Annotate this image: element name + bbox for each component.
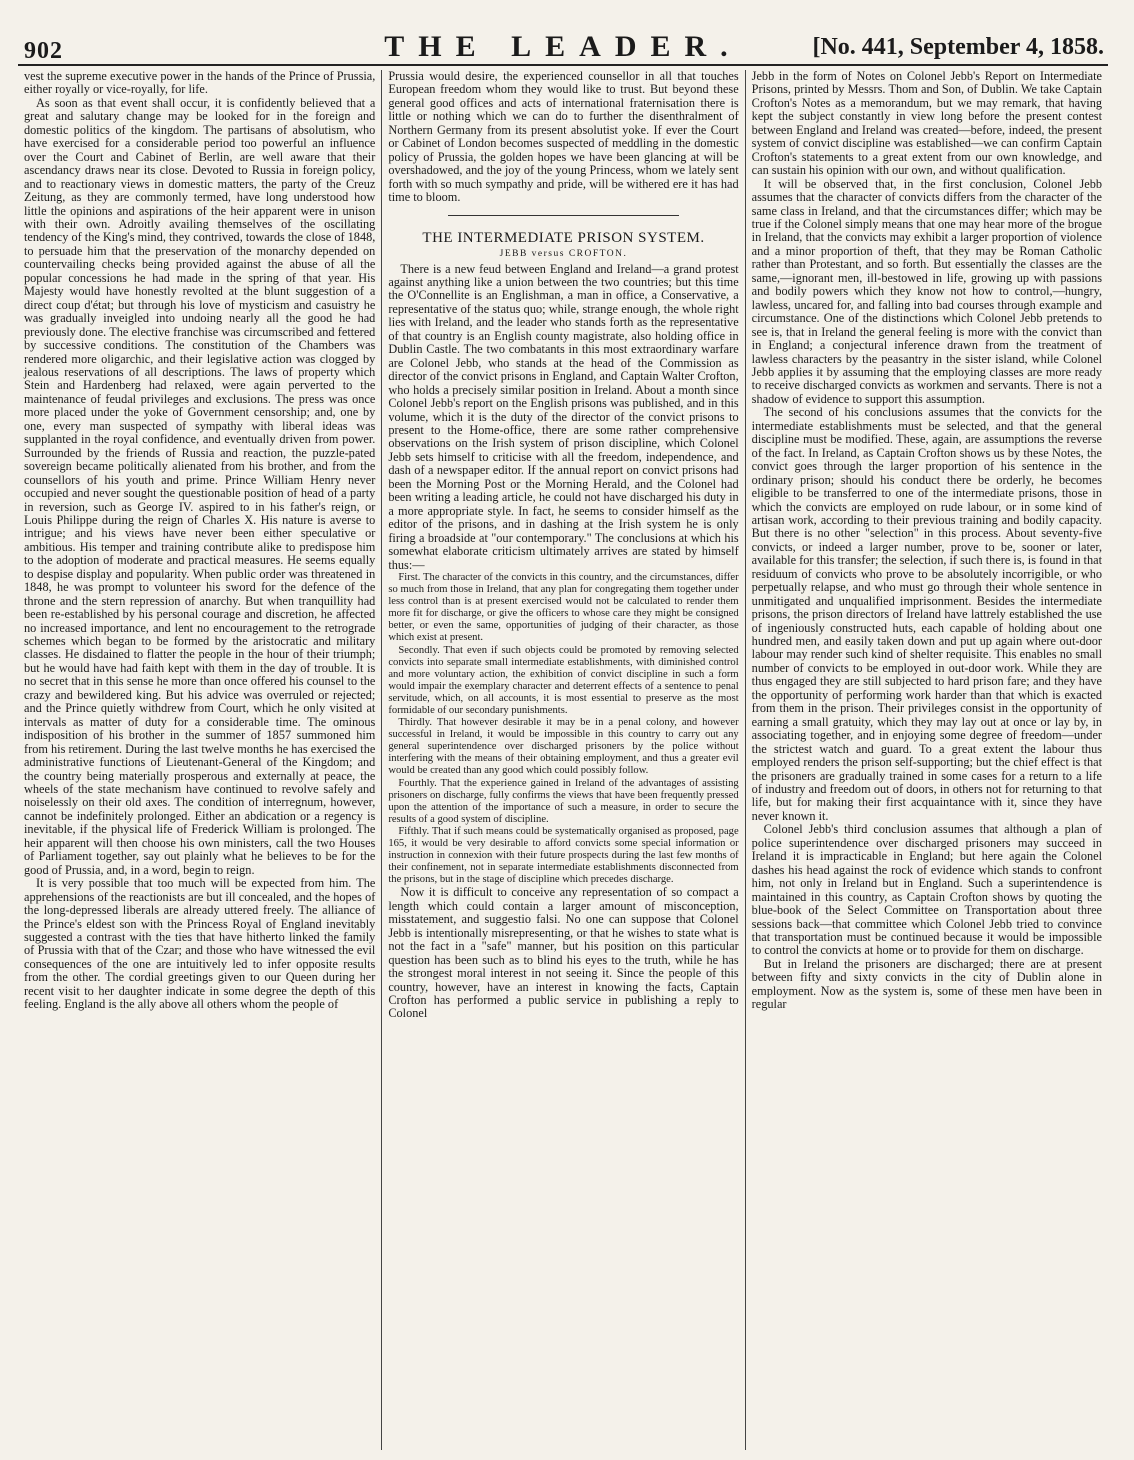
paragraph: Jebb in the form of Notes on Colonel Jebb's Report on Intermediate Prisons, printed by Messrs. Thom and Son, of Dublin. We take Captain Crofton's Notes as a memorandum, but we may remark, that having kept the subject constantly in view long before the present contest between England and Ireland was created—before, indeed, the present system of convict discipline was established—we can confirm Captain Crofton's statements to a great extent from our own knowledge, and can sustain his opinion with our own, and without qualification.	[751, 70, 1103, 178]
paragraph: Now it is difficult to conceive any representation of so compact a length which could contain a larger amount of misconception, misstatement, and suggestio falsi. No one can suppose that Colonel Jebb is intentionally misrepresenting, or that he wishes to state what is not the fact in a "safe" manner, but his position on this particular question has been such as to blind his eyes to the truth, while he has the strongest moral interest in not seeing it. Since the people of this country, however, have an interest in knowing the facts, Captain Crofton has performed a public service in publishing a reply to Colonel	[388, 885, 739, 1021]
article-columns	[18, 70, 1108, 1450]
issue-line: [No. 441, September 4, 1858.	[812, 34, 1104, 60]
paragraph: It is very possible that too much will be expected from him. The apprehensions of the reactionists are but ill concealed, and the hopes of the long-depressed liberals are already uttered freely. The alliance of the Prince's eldest son with the Princess Royal of England inevitably suggested a contrast with the ties that have hitherto linked the family of Prussia with that of the Czar; and those who have witnessed the evil consequences of the one are intuitively led to infer opposite results from the other. The cordial greetings given to our Queen during her recent visit to her daughter indicate in some degree the depth of this feeling. England is the ally above all others whom the people of	[24, 876, 376, 1012]
section-title: THE INTERMEDIATE PRISON SYSTEM.	[422, 229, 705, 246]
section-subtitle: JEBB versus CROFTON.	[499, 248, 628, 259]
quoted-paragraph: Fourthly. That the experience gained in Ireland of the advantages of assisting prisoners on discharge, fully confirms the views that have been frequently pressed upon the attention of the importance of such a measure, in order to secure the results of a good system of discipline.	[388, 777, 739, 825]
quoted-paragraph: Thirdly. That however desirable it may be in a penal colony, and however successful in Ireland, it would be impossible in this country to carry out any general superintendence over discharged prisoners by the police without interfering with the means of their obtaining employment, and thus a greater evil would be created than any good which could possibly follow.	[388, 717, 739, 777]
quoted-paragraph: Fifthly. That if such means could be systematically organised as proposed, page 165, it would be very desirable to afford convicts some special information or instruction in connexion with their future prospects during the last few months of their confinement, not in separate intermediate establishments disconnected from the prisons, but in the stage of discipline which precedes discharge.	[388, 825, 739, 886]
column-1	[18, 70, 381, 1450]
section-divider	[448, 215, 678, 216]
paragraph: But in Ireland the prisoners are discharged; there are at present between fifty and sixty convicts in the city of Dublin alone in employment. Now as the system is, some of these men have been in regular	[751, 956, 1103, 1012]
page-number: 902	[24, 38, 63, 64]
paragraph: Colonel Jebb's third conclusion assumes that although a plan of police superintendence over discharged prisoners may succeed in Ireland it is impracticable in England; but here again the Colonel dashes his head against the rock of evidence which stands to confront him, not only in Ireland but in England. Such a superintendence is maintained in this country, as Captain Crofton shows by quoting the blue-book of the Select Committee on Transportation about three sessions back—that committee which Colonel Jebb tried to convince that transportation must be continued because it would be impossible to control the convicts at home or to provide for them on discharge.	[751, 822, 1103, 958]
quoted-paragraph: Secondly. That even if such objects could be promoted by removing selected convicts into separate small intermediate establishments, with diminished control and more voluntary action, the exhibition of convict discipline in such a form would impair the exemplary character and deterrent effects of a sentence to penal servitude, which, on all accounts, it is most essential to preserve as the most formidable of our secondary punishments.	[388, 644, 739, 716]
column-3	[745, 70, 1108, 1450]
paragraph: There is a new feud between England and Ireland—a grand protest against anything like a union between the two countries; but this time the O'Connellite is an Englishman, a man in office, a Conservative, a representative of the status quo; while, strange enough, the whole right lies with Ireland, and the leader who stands forth as the representative of that country is an English county magistrate, also holding office in Dublin Castle. The two combatants in this most extraordinary warfare are Colonel Jebb, who stands at the head of the Commission as director of the convict prisons in England, and Captain Walter Crofton, who holds a precisely similar position in Ireland. About a month since Colonel Jebb's report on the English prisons was published, and in this volume, which it is the duty of the director of the convict prisons to present to the Home-office, there are some rather comprehensive observations on the Irish system of prison discipline, which Colonel Jebb sets himself to criticise with all the freedom, independence, and dash of a newspaper editor. If the annual report on convict prisons had been the Morning Post or the Morning Herald, and the Colonel had been writing a leading article, he could not have discharged his duty in a more appropriate style. In fact, he seems to consider himself as the editor of the prisons, and in dashing at the Irish system he is only firing a broadside at "our contemporary." The conclusions at which his somewhat elaborate criticism ultimately arrives are stated by himself thus:—	[388, 261, 739, 572]
column-2	[381, 70, 744, 1450]
paragraph: It will be observed that, in the first conclusion, Colonel Jebb assumes that the character of convicts differs from the character of the same class in Ireland, and that the circumstances differ; which may be true if the Colonel simply means that one may hear more of the brogue in Ireland, that the convicts may exhibit a larger proportion of violence and a minor proportion of theft, that they may be Roman Catholic rather than Protestant, and so forth. But essentially the classes are the same,—ignorant men, ill-bestowed in life, growing up with passions and bodily powers which they know not how to control,—hungry, lawless, uncared for, and falling into bad courses through example and circumstance. One of the distinctions which Colonel Jebb pretends to see is, that in Ireland the general feeling is more with the convict than in England; a conjectural inference drawn from the treatment of lawless characters by the peasantry in the sister island, while Colonel Jebb applies it by assuming that the employing classes are more ready to receive discharged convicts as workmen and servants. There is not a shadow of evidence to support this assumption.	[751, 176, 1103, 406]
paragraph: The second of his conclusions assumes that the convicts for the intermediate establishments must be selected, and that the general discipline must be modified. These, again, are assumptions the reverse of the fact. In Ireland, as Captain Crofton shows us by these Notes, the convict goes through the larger proportion of his sentence in the ordinary prison; should his conduct there be orderly, he becomes eligible to be transferred to one of the intermediate prisons, those in which the convicts are employed on rude labour, or in some kind of artisan work, according to their previous training and bodily capacity. But there is no other "selection" in this process. About seventy-five convicts, or indeed a larger number, prove to be, sooner or later, available for this transfer; the selection, if such there is, is found in that residuum of convicts who prove to be absolutely incorrigible, or who perpetually relapse, and who must go through their whole sentence in unmitigated and unqualified imprisonment. Besides the intermediate prisons, the prison directors of Ireland have lattrely established the use of ingeniously constructed huts, each capable of holding about one hundred men, and easily taken down and put up again where out-door labour may render such kind of shelter requisite. This enables no small number of convicts to be employed in out-door work. While they are thus engaged they are still subjected to hard prison fare; and they have the opportunity of performing work harder than that which is exacted from them in the prison. Their privileges consist in the opportunity of earning a small gratuity, which they may lay out at once or lay by, in associating together, and in enjoying some degree of freedom—under the strictest watch and guard. To a great extent the labour thus employed renders the prison self-supporting; but the chief effect is that the prisoners are gradually trained in some cases for a return to a life of industry and freedom out of doors, in others not for returning to that life, but for making their first acquaintance with it, since they have never known it.	[751, 405, 1103, 823]
paragraph: Prussia would desire, the experienced counsellor in all that touches European freedom whom they would like to trust. But beyond these general good offices and acts of international fraternisation there is little or nothing which we can do to further the disenthralment of Northern Germany from its present absolutist yoke. If ever the Court or Cabinet of London becomes suspected of meddling in the domestic policy of Prussia, the golden hopes we have been glancing at will be overshadowed, and the joy of the young Princess, whom we lately sent forth with so much sympathy and pride, will be withered ere it has had time to bloom.	[388, 70, 739, 205]
paragraph: vest the supreme executive power in the hands of the Prince of Prussia, either royally or vice-royally, for life.	[24, 70, 376, 97]
masthead	[18, 18, 1108, 66]
quoted-paragraph: First. The character of the convicts in this country, and the circumstances, differ so much from those in Ireland, that any plan for congregating them together under less control than is at present exercised would not be calculated to render them more fit for discharge, or give the officers to whose care they might be consigned better, or even the same, opportunities of judging of their character, as those which exist at present.	[388, 571, 739, 644]
paragraph: As soon as that event shall occur, it is confidently believed that a great and salutary change may be looked for in the foreign and domestic politics of the kingdom. The partisans of absolutism, who have exercised for a considerable period too powerful an influence over the Court and Cabinet of Berlin, are well aware that their ascendancy draws near its close. Devoted to Russia in foreign policy, and to reactionary views in domestic matters, the party of the Creuz Zeitung, as they are commonly termed, have long understood how little the opinions and aspirations of the heir apparent were in unison with their own. Adroitly availing themselves of the oscillating tendency of the King's mind, they contrived, towards the close of 1848, to persuade him that the preservation of the monarchy depended on countervailing checks being provided against the abuse of all the popular concessions he had made in the spring of that year. His Majesty would have honestly revolted at the blunt suggestion of a direct coup d'état; but through his love of mysticism and casuistry he was gradually inveigled into undoing nearly all the good he had previously done. The elective franchise was circumscribed and fettered by successive conditions. The constitution of the Chambers was rendered more oligarchic, and their legislative action was clogged by jealous reservations of all descriptions. The laws of property which Stein and Hardenberg had relaxed, were again perverted to the maintenance of feudal privileges and exclusions. The press was once more placed under the yoke of Government censorship; and, one by one, every man suspected of sympathy with liberal ideas was supplanted in the royal confidence, and eventually driven from power. Surrounded by the friends of Russia and reaction, the puzzle-pated sovereign became politically alienated from his brother, and from the counsellors of his youth and prime. Prince William Henry never occupied and never sought the questionable position of head of a party in reversion, such as George IV. aspired to in his father's reign, or Louis Philippe during the reign of Charles X. His nature is averse to intrigue; and his views have never been either speculative or ambitious. His temper and training contribute alike to predispose him to the adoption of moderate and practical measures. He seems equally to despise display and popularity. When public order was threatened in 1848, he was prompt to volunteer his sword for the defence of the throne and the stern repression of anarchy. But when tranquillity had been re-established by his personal courage and discretion, he affected no increased importance, and lent no encouragement to the retrograde schemes which began to be formed by the aristocratic and military classes. He disdained to flatter the people in the hour of their triumph; but he would have had faith kept with them in the day of trouble. It is no secret that in this sense he more than once offered his counsel to the crazy and bewildered king. But his advice was overruled or rejected; and the Prince quietly withdrew from Court, which he only visited at intervals as matter of duty for a considerable time. The ominous indisposition of his brother in the summer of 1857 summoned him from his retirement. During the last twelve months he has exercised the administrative functions of Lieutenant-General of the Kingdom; and the country being materially prosperous and externally at peace, the wheels of the state mechanism have continued to revolve safely and noiselessly on their old axes. The condition of interregnum, however, cannot be indefinitely prolonged. Either an abdication or a regency is inevitable, if the physical life of Frederick William is prolonged. The heir apparent will then choose his own ministers, call the two Houses of Parliament together, say out plainly what he believes to be for the good of Prussia, and, in a word, begin to reign.	[24, 95, 376, 877]
paper-title: THE LEADER.	[384, 30, 742, 63]
